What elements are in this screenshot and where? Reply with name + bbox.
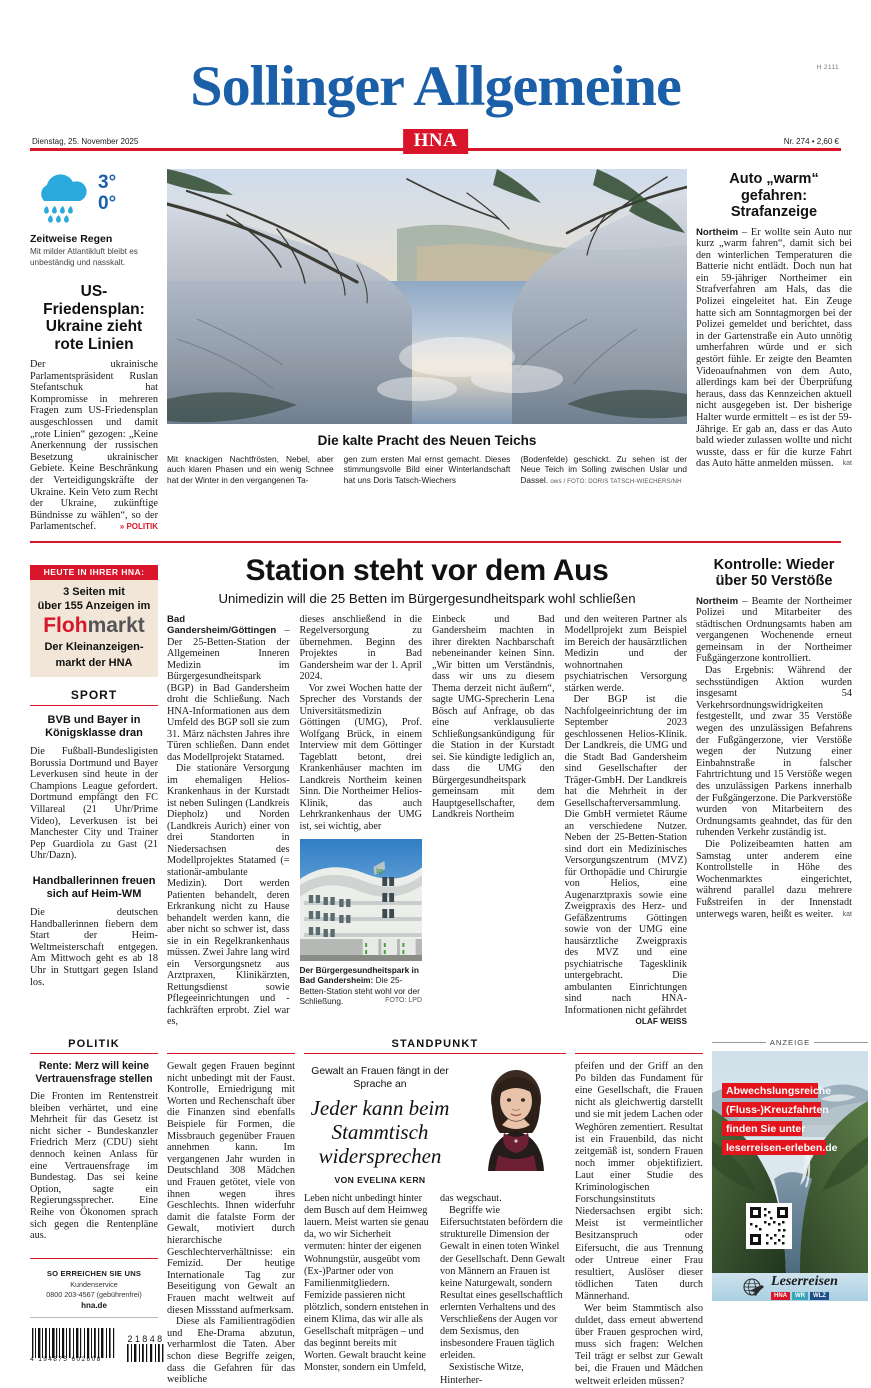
svg-text:Abwechslungsreiche: Abwechslungsreiche	[726, 1084, 832, 1097]
standpunkt-col-left	[167, 1038, 295, 1388]
divider-red-sp-left	[167, 1053, 295, 1055]
bgp-caption-bold: Der Bürgergesundheitspark in Bad Gandersheim:	[299, 965, 419, 986]
right-body-auto: Northeim – Er wollte sein Auto nur kurz „warm fahren“, damit sich bei den winterlichen Temperaturen die Batterie nicht entlädt. Doch nun hat ein 59-jähriger Northeimer ein Strafverfahren am Hals, das die Polizei eingeleitet hat. Ein Zeuge hatte sich am Sonntagmorgen bei der Polizei gemeldet und berichtet, dass in der Gartenstraße ein Auto unnötig umherfahren würde und er sich gestört fühle. Er zeigte den Beamten Videoaufnahmen von dem Auto, allerdings kam bei der Überprüfung heraus, dass das Kennzeichen aktuell nicht ausgegeben ist. Der bisherige Halter wurde ermittelt – es ist der 59-Jährige. Er gab an, dass er das Auto bald wieder zulassen wollte und nicht wusste, dass er für die kurze Fahrt das Auto hätte anmelden müssen. kat	[696, 226, 852, 470]
standpunkt-right-p2: Begriffe wie Eifersuchtstaten befördern die strukturelle Dimension der Gewalt in einen toten Winkel der Gesellschaft. Denn Gewalt von Männern an Frauen ist keine Naturgewalt, sondern Resultat eines gesellschaftlich erlernten Verhaltens und des Verschließens der Augen vor dem Sexismus, den insbesondere Frauen täglich erleiden.	[440, 1205, 566, 1362]
lead-col-1	[167, 614, 290, 1028]
right-rail	[696, 555, 852, 1028]
brand-tag-wr: WR	[792, 1292, 808, 1300]
winter-pond-photo	[167, 169, 687, 424]
lead-col-4	[565, 614, 688, 1028]
leserreisen-wordmark: Leserreisen	[771, 1273, 838, 1289]
ad-rule-right	[814, 1042, 868, 1043]
masthead	[30, 0, 841, 155]
lead-story	[167, 555, 687, 1028]
standpunkt-far-p2: Wer beim Stammtisch also duldet, dass erneut abwertend über Frauen gesprochen wird, muss sich fragen: Welchen Teil trägt er selbst zur Gewalt bei, die Frauen und Mädchen weltweit erleiden müssen?	[575, 1302, 703, 1387]
barcode-block	[30, 1328, 165, 1367]
standpunkt-right-p3: Sexistische Witze, Hinterher-	[440, 1362, 524, 1386]
lead-headline: Station steht vor dem Aus	[245, 553, 609, 587]
issue-barcode	[126, 1334, 166, 1367]
brand-tag-wlz: WLZ	[810, 1292, 829, 1300]
globe-plane-icon	[742, 1277, 766, 1297]
divider-red-1	[30, 541, 841, 543]
hna-logo: HNA	[403, 129, 469, 154]
masthead-bar	[30, 127, 841, 155]
author-portrait	[468, 1059, 564, 1171]
lead-col2-p2: Vor zwei Wochen hatte der Sprecher des Vorstands der Universitätsmedizin Göttingen (UMG), Prof. Wolfgang Brück, in einem Interview mit dem Göttinger Tageblatt betont, drei Krankenhäuser machten im Landkreis Northeim keinen Sinn. Die Northeimer Helios-Klinik, das auch Lehrkrankenhaus der UMG ist, sei wichtig, aber	[299, 682, 422, 832]
svg-text:finden Sie unter: finden Sie unter	[726, 1122, 806, 1135]
temp-low: 0°	[98, 193, 117, 214]
promo-line-2: über 155 Anzeigen im	[37, 599, 151, 612]
caption-col-2: gen zum ersten Mal ernst gemacht. Dieses stimmungsvolle Bild einer Winterlandschaft hat uns Doris Tatsch-Wiechers	[343, 454, 511, 485]
promo-top-label: HEUTE IN IHRER HNA:	[30, 565, 158, 580]
page-title: Sollinger Allgemeine	[190, 55, 681, 118]
brand-tags	[771, 1292, 838, 1300]
weather-widget	[30, 169, 158, 229]
politik-headline: Rente: Merz will keine Vertrauensfrage stellen	[35, 1060, 153, 1085]
author-sig-2: kat	[842, 910, 852, 918]
caption-col-1: Mit knackigen Nachtfrösten, Nebel, aber auch klaren Phasen und ein wenig Schnee hat der Winter in den vergangenen Ta-	[167, 454, 334, 485]
section-label-standpunkt[interactable]: STANDPUNKT	[391, 1037, 479, 1050]
ad-label	[712, 1038, 868, 1047]
contact-website[interactable]: hna.de	[81, 1300, 107, 1310]
left-headline: US-Friedensplan: Ukraine zieht rote Linien	[43, 283, 145, 353]
photo-caption-columns	[167, 454, 687, 487]
right-column	[696, 169, 852, 533]
brand-tag-hna: HNA	[771, 1292, 790, 1300]
sport-headline-2: Handballerinnen freuen sich auf Heim-WM	[32, 875, 156, 901]
lead-col1-p2: Die stationäre Versorgung im ehemaligen Helios-Krankenhaus in der Kurstadt ist neben Sulingen (Landkreis Diepholz) und Norden (Landkreis Aurich) einer von drei Standorten in Niedersachsen des Modellprojektes Statamed (= stationär-ambulante Medizin). Dort werden Patienten behandelt, deren Erkrankung nicht zu Hause behandelt werden kann, die aber nicht so schwer ist, dass sie in ein Regelkrankenhaus müssen. Zwei Jahre lang wird ein Versorgungsnetz aus Arztpraxen, Klinikärzten, Rettungsdienst sowie Pflegeeinrichtungen und -fachkräften erprobt. Ziel war es,	[167, 763, 290, 1027]
standpunkt-far-p1: pfeifen und der Griff an den Po bilden das Fundament für eine Gesellschaft, die Frauen nicht als gleichwertig darstellt und sie mit jedem Lachen oder Weghören zementiert. Resultat ist ein Frauenbild, das nicht zeitgemäß ist, sondern Frauen noch immer objektifiziert. Laut einer Studie des Kriminologischen Forschungsinstituts Niedersachsen ergibt sich: Meist ist vermeintlicher Besitzanspruch oder Eifersucht, die aus Trennung oder Untreue einer Frau resultiert, Auslöser dieser tödlichen Taten durch Männerhand.	[575, 1061, 703, 1302]
standpunkt-headline: Jeder kann beim Stammtisch widersprechen	[310, 1096, 450, 1169]
weather-title: Zeitweise Regen	[30, 233, 113, 245]
left-rail	[30, 555, 158, 1028]
sport-headline-1: BVB und Bayer in Königsklasse dran	[45, 714, 143, 740]
qr-code-icon	[746, 1203, 792, 1249]
bottom-section	[30, 1038, 841, 1388]
ressort-reference[interactable]: » POLITIK	[119, 522, 158, 532]
weather-description: Mit milder Atlantikluft bleibt es unbeständig und nasskalt.	[30, 247, 138, 267]
flohmarkt-promo[interactable]	[30, 565, 158, 677]
dateline-northeim: Northeim	[696, 226, 739, 238]
flohmarkt-wordmark	[34, 614, 154, 638]
left-column	[30, 169, 158, 533]
standpunkt-col-far	[575, 1038, 703, 1388]
promo-line-4: markt der HNA	[55, 656, 133, 669]
weather-temperatures	[98, 173, 116, 215]
politik-body: Die Fronten im Rentenstreit bleiben verhärtet, und eine Mehrheit für das Gesetz ist nicht sicher - Bundeskanzler Friedrich Merz (CDU) sieht dennoch keinen Anlass für eine Vertrauensfrage im Bundestag. Das sei keine Option, sagte ein Regierungssprecher. Eine Reihe von Ökonomen sprach sich gegen die Rentenpläne aus.	[30, 1091, 158, 1242]
lead-col-2	[300, 614, 423, 1028]
divider-red-standpunkt	[304, 1053, 566, 1055]
caption-col-3: (Bodenfelde) geschickt. Zu sehen ist der Neue Teich im Solling zwischen Uslar und Dassel. ows / FOTO: DORIS TATSCH-WIECHERS/NH	[520, 454, 688, 485]
author-sig: kat	[842, 460, 852, 468]
promo-brand-b: markt	[87, 613, 145, 637]
bgp-photo-credit: FOTO: LPD	[385, 996, 422, 1004]
divider-red-sport	[30, 705, 158, 707]
svg-text:4 194875 602608: 4 194875 602608	[30, 1355, 102, 1362]
standpunkt-col-right	[440, 1193, 566, 1387]
cruise-ad-image[interactable]	[712, 1051, 868, 1273]
lead-col4-p1: und den weiteren Partner als Modellprojekt zum Beispiel im Bereich der hausärztlichen Medizin und der wohnortnahen psychiatrischen Versorgung stärken werde.	[564, 613, 687, 694]
center-column	[167, 169, 687, 533]
top-section	[30, 169, 852, 533]
svg-text:bgp: bgp	[375, 867, 383, 876]
dateline-northeim-2: Northeim	[696, 595, 739, 607]
standpunkt-mid-p1: Leben nicht unbedingt hinter dem Busch auf dem Heimweg lauern. Meist warten sie genau da, wo wir Sicherheit vermuten: hinter der eigenen Wohnungstür, ausgeübt vom (Ex-)Partner oder von Familienmitgliedern. Femizide passieren nicht plötzlich, sondern entstehen in einem Klima, das wir alle als Gesellschaft mitprägen – und das beginnt bereits mit Worten. Gewalt braucht keine Monster, sondern ein Umfeld,	[304, 1193, 429, 1374]
standpunkt-kicker: Gewalt an Frauen fängt in der Sprache an	[311, 1066, 449, 1090]
promo-brand-a: Floh	[43, 613, 88, 637]
contact-title: SO ERREICHEN SIE UNS	[46, 1269, 142, 1279]
ad-rule-left	[712, 1042, 766, 1043]
photo-caption-headline: Die kalte Pracht des Neuen Teichs	[317, 433, 537, 448]
ean-barcode	[30, 1328, 116, 1367]
publication-date: Dienstag, 25. November 2025	[32, 136, 139, 146]
issue-code: H 2111	[816, 64, 839, 71]
standpunkt-column	[304, 1038, 566, 1388]
ad-label-text: ANZEIGE	[769, 1037, 811, 1047]
lead-col1-p1: Bad Gandersheim/Göttingen – Der 25-Betten-Station der Allgemeinen Inneren Medizin im Bürgergesundheitspark (BGP) in Bad Gandersheim droht die Schließung. Nach HNA-Informationen aus dem Umfeld des BGP soll sie zum 31. März nächsten Jahres ihre Türen schließen. Dann endet das Modellprojekt Statamed.	[167, 613, 290, 763]
standpunkt-text-columns	[304, 1193, 566, 1387]
section-label-sport[interactable]: SPORT	[70, 687, 118, 702]
divider-thin-1	[30, 1317, 158, 1318]
leserreisen-brand-bar[interactable]	[712, 1273, 868, 1301]
standpunkt-left-p2: Diese als Familientragödien und Ehe-Drama abzutun, verharmlost die Taten. Aber schon diese Begriffe zeigen, dass die Gefahren für das weibliche	[167, 1316, 295, 1386]
right-headline-auto: Auto „warm“ gefahren: Strafanzeige	[729, 171, 819, 220]
lead-dateline: Bad Gandersheim/Göttingen	[167, 613, 277, 636]
lead-col2-p1: dieses anschließend in die Regelversorgung zu übernehmen. Beginn des Projektes in Bad Gandersheim war der 1. April 2024.	[299, 613, 422, 682]
standpunkt-byline: VON EVELINA KERN	[334, 1175, 426, 1186]
kontrolle-p1: Northeim – Beamte der Northeimer Polizei und Mitarbeiter des städtischen Ordnungsamts haben am vergangenen Wochenende erneut gemeinsam in der Northeimer Fußgängerzone kontrolliert.	[696, 595, 852, 665]
issue-number: 21848	[127, 1333, 165, 1344]
bgp-building-photo	[300, 839, 423, 961]
standpunkt-col-mid	[304, 1193, 430, 1387]
promo-line-3: Der Kleinanzeigen-	[44, 640, 144, 653]
svg-text:(Fluss-)Kreuzfahrten: (Fluss-)Kreuzfahrten	[726, 1103, 829, 1116]
kontrolle-headline: Kontrolle: Wieder über 50 Verstöße	[713, 556, 835, 589]
contact-line-1: Kundenservice	[70, 1279, 118, 1289]
lead-subheadline: Unimedizin will die 25 Betten im Bürgergesundheitspark wohl schließen	[218, 590, 636, 606]
divider-red-sp-far	[575, 1053, 703, 1055]
sport-body-1: Die Fußball-Bundesligisten Borussia Dortmund und Bayer Leverkusen sind heute in der Champions League gefordert. Dortmund empfängt den FC Villareal (21 Uhr/Prime Video), Leverkusen ist bei Manchester City und Trainer Pep Guardiola zu Gast (21 Uhr/Dazn).	[30, 746, 158, 862]
kontrolle-p3: Die Polizeibeamten hatten am Samstag unter anderem eine Kontrollstelle in Höhe des Wochenmarktes eingerichtet, während parallel dazu mehrere Fußstreifen in der Innenstadt unterwegs waren, heißt es weiter. kat	[696, 838, 852, 920]
issue-price: Nr. 274 • 2,60 €	[783, 136, 839, 146]
lead-col3-p1: Einbeck und Bad Gandersheim machten in ihrer direkten Nachbarschaft nebeneinander keinen Sinn. „Wir bitten um Verständnis, dass wir uns zu diesem Thema derzeit nicht äußern“, sagte UMG-Sprecherin Lena Bösch auf Anfrage, ob das eine verklausulierte Schließungsankündigung für die Station in der Kurstadt sei. Sie kündigte lediglich an, dass die UMG den Bürgergesundheitspark gemeinsam mit dem Hauptgesellschafter, dem Landkreis Northeim	[432, 613, 555, 820]
contact-phone[interactable]: 0800 203-4567 (gebührenfrei)	[46, 1290, 142, 1300]
lead-columns	[167, 614, 687, 1028]
politik-column	[30, 1037, 165, 1388]
sport-body-2: Die deutschen Handballerinnen fiebern dem Start der Heim-Weltmeisterschaft entgegen. Am Mittwoch geht es ab 18 Uhr in Stuttgart gegen Island los.	[30, 907, 158, 988]
promo-body	[30, 580, 158, 677]
divider-red-contact	[30, 1258, 158, 1260]
lead-author: OLAF WEISS	[635, 1016, 687, 1026]
contact-block	[30, 1269, 158, 1310]
standpunkt-left-p1: Gewalt gegen Frauen beginnt nicht unbedingt mit der Faust. Kontrolle, Erniedrigung mit Worten und Rechenschaft über die Finanzen sind ebenfalls Beispiele für Formen, die Missbrauch gegenüber Frauen annehmen kann. Im vergangenen Jahr wurden in Deutschland 308 Mädchen und Frauen getötet, viele von ihnen wegen ihres Geschlechts. Ihnen widerfuhr damit die fatalste Form der Gewalt, motiviert durch hierarchische Geschlechterverhältnisse: ein Femizid. Der heutige Internationale Tag zur Beseitigung von Gewalt an Frauen macht weltweit auf diesen Missstand aufmerksam.	[167, 1061, 295, 1316]
divider-red-politik	[30, 1053, 158, 1055]
lead-section	[30, 553, 852, 1028]
advertisement-column	[712, 1038, 868, 1388]
bgp-caption-rest: Die 25-Betten-Station steht wohl vor der Schließung.	[299, 975, 420, 1006]
lead-col-3	[432, 614, 555, 1028]
promo-line-1: 3 Seiten mit	[63, 585, 125, 598]
rain-cloud-icon	[30, 173, 92, 229]
standpunkt-right-p1: das wegschaut.	[440, 1193, 502, 1205]
bgp-photo-caption	[300, 965, 423, 1006]
section-label-politik[interactable]: POLITIK	[68, 1037, 120, 1050]
kontrolle-p2: Das Ergebnis: Während der sechsstündigen Aktion wurden insgesamt 54 Verkehrsordnungswidrigkeiten festgestellt, und zwar 35 Verstöße wegen des unzulässigen Befahrens der Fußgängerzone, vier Verstöße wegen der Nutzung einer Einbahnstraße in falscher Fahrtrichtung und 15 Verstöße wegen des unzulässigen Parkens innerhalb der Fußgängerzone. Die Parkverstöße wurden von Mitarbeitern des Ordnungsamts geahndet, das für den ruhenden Verkehr zuständig ist.	[696, 665, 852, 839]
photo-credit: ows / FOTO: DORIS TATSCH-WIECHERS/NH	[550, 477, 682, 485]
temp-high: 3°	[98, 172, 117, 193]
left-body: Der ukrainische Parlamentspräsident Ruslan Stefantschuk hat Kompromisse in mehreren Fragen zum US-Friedensplan ausgeschlossen und damit „rote Linien“ gezogen: „Keine Anerkennung der russischen Besetzung ukrainischer Gebiete. Keine Beschränkung der Verteidigungskräfte der Ukraine. Kein Veto zum Recht der Ukraine, zukünftige Bündnisse zu wählen“, so der Parlamentschef. » POLITIK	[30, 359, 158, 533]
lead-col4-p2: Der BGP ist die Nachfolgeeinrichtung der im September 2023 geschlossenen Helios-Klinik. Der Landkreis, die UMG und die Stadt Bad Gandersheim sind Gesellschafter der Träger-GmbH. Der Landkreis hat die Mehrheit in der Gesellschafterversammlung. Die GmbH vermietet Räume an verschiedene Nutzer. Neben der 25-Betten-Station sind dort ein Medizinisches Versorgungszentrum (MVZ) für Orthopädie und Chirurgie von Helios, eine Augenarztpraxis sowie eine Zweigpraxis des Herz- und Gefäßzentrums Göttingen sowie von der UMG eine hausärztliche Zweigpraxis des MVZ und eine psychiatrische Tagesklinik untergebracht. Die ambulanten Einrichtungen sind nach HNA-Informationen nicht gefährdet OLAF WEISS	[564, 694, 687, 1026]
svg-text:leserreisen-erleben.de: leserreisen-erleben.de	[726, 1141, 838, 1154]
